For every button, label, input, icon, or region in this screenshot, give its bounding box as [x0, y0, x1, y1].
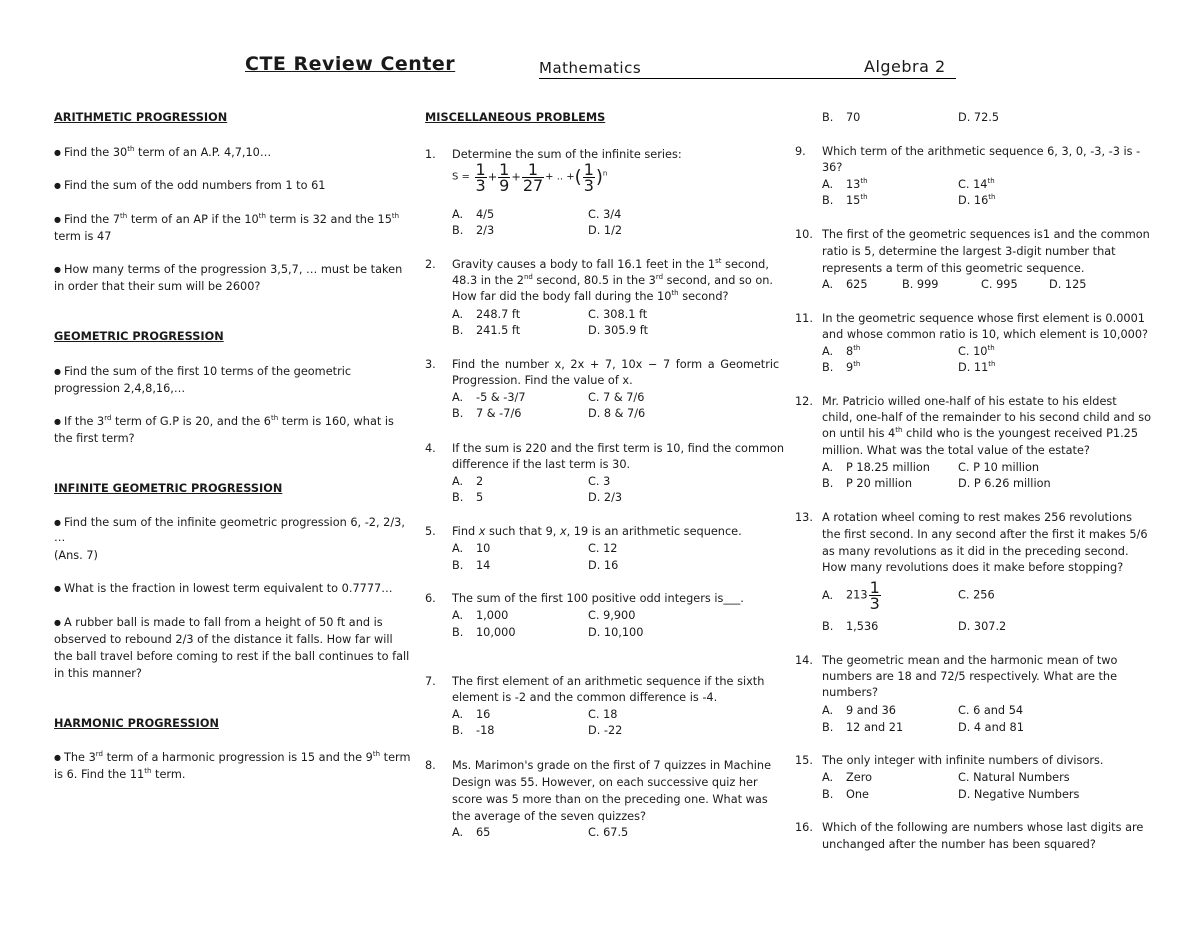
- list-item-cont: progression 2,4,8,16,…: [54, 382, 186, 395]
- options-row: A. 8th C. 10th: [822, 344, 995, 358]
- question-text: 36?: [822, 161, 843, 174]
- question-text: Design was 55. However, on each successive quiz her: [452, 776, 758, 789]
- question-text: represents a term of this geometric sequence.: [822, 262, 1085, 275]
- options-row: A. 2 C. 3: [452, 475, 611, 488]
- question-number: 3.: [425, 358, 436, 371]
- question-text: score was 5 more than on the preceding one. What was: [452, 793, 768, 806]
- question-number: 15.: [795, 754, 813, 767]
- list-item: ● Find the sum of the odd numbers from 1 to 61: [54, 178, 325, 196]
- subject-label: Mathematics: [539, 59, 642, 77]
- question-text: ratio is 5, determine the largest 3-digit number that: [822, 245, 1116, 258]
- question-15: [795, 753, 1155, 808]
- question-text: Determine the sum of the infinite series:: [452, 148, 682, 161]
- options-row: A. -5 & -3/7 C. 7 & 7/6: [452, 391, 645, 404]
- question-text: The first element of an arithmetic sequence if the sixth: [452, 675, 765, 688]
- question-8: [425, 758, 780, 848]
- list-item: ● How many terms of the progression 3,5,7, … must be taken: [54, 262, 402, 280]
- answer-note: (Ans. 7): [54, 549, 98, 562]
- list-item-cont: term is 47: [54, 230, 112, 243]
- section-geometric-title: GEOMETRIC PROGRESSION: [54, 330, 224, 343]
- question-text: element is -2 and the common difference is -4.: [452, 691, 718, 704]
- options-row: B. P 20 million D. P 6.26 million: [822, 477, 1051, 490]
- list-item: ● The 3rd term of a harmonic progression is 15 and the 9th term: [54, 750, 410, 768]
- question-text: The only integer with infinite numbers of divisors.: [822, 754, 1104, 767]
- options-row: A. 4/5 C. 3/4: [452, 208, 622, 221]
- list-item: ● A rubber ball is made to fall from a height of 50 ft and is: [54, 615, 383, 633]
- question-2: [425, 257, 780, 347]
- question-9: [795, 144, 1155, 214]
- question-5: [425, 524, 780, 579]
- question-text: numbers?: [822, 686, 878, 699]
- question-10: [795, 227, 1155, 297]
- list-item-cont: in this manner?: [54, 667, 142, 680]
- question-text: the average of the seven quizzes?: [452, 810, 646, 823]
- question-13: [795, 510, 1155, 640]
- list-item-cont: the ball travel before coming to rest if the ball continues to fall: [54, 650, 410, 663]
- options-row: B. 14 D. 16: [452, 559, 619, 572]
- list-item: ● Find the 7th term of an AP if the 10th term is 32 and the 15th: [54, 212, 399, 230]
- question-text: on until his 4th child who is the youngest received P1.25: [822, 426, 1139, 440]
- question-14: [795, 653, 1155, 738]
- question-16: [795, 820, 1155, 860]
- question-number: 16.: [795, 821, 813, 834]
- options-row: B. 10,000 D. 10,100: [452, 626, 644, 639]
- options-row: A. $213\frac{1}{3}$ C. 256: [822, 578, 995, 613]
- question-text: Gravity causes a body to fall 16.1 feet in the 1st second,: [452, 257, 769, 271]
- options-row: A. P 18.25 million C. P 10 million: [822, 461, 1040, 474]
- question-text: million. What was the total value of the estate?: [822, 444, 1090, 457]
- options-row: B. One D. Negative Numbers: [822, 788, 1080, 801]
- options-row: A. 10 C. 12: [452, 542, 618, 555]
- question-text: How many revolutions does it make before stopping?: [822, 561, 1124, 574]
- question-text: the first second. In any second after the first it makes 5/6: [822, 528, 1148, 541]
- options-row: B. 5 D. 2/3: [452, 491, 623, 504]
- list-item: ● If the 3rd term of G.P is 20, and the 6th term is 160, what is: [54, 414, 394, 432]
- options-row: A. 13th C. 14th: [822, 177, 995, 191]
- options-row: A. 248.7 ft C. 308.1 ft: [452, 308, 648, 321]
- options-row: A. 9 and 36 C. 6 and 54: [822, 704, 1024, 717]
- question-text: Which term of the arithmetic sequence 6, 3, 0, -3, -3 is -: [822, 145, 1141, 158]
- options-row: B. 7 & -7/6 D. 8 & 7/6: [452, 407, 646, 420]
- list-item: ● Find the sum of the first 10 terms of the geometric: [54, 364, 351, 382]
- list-item-cont: is 6. Find the 11th term.: [54, 767, 186, 781]
- options-row: B. 15th D. 16th: [822, 193, 996, 207]
- question-text: child, one-half of the remainder to his second child and so: [822, 411, 1152, 424]
- list-item-cont: in order that their sum will be 2600?: [54, 280, 261, 293]
- question-text: unchanged after the number has been squared?: [822, 838, 1096, 851]
- section-arithmetic-title: ARITHMETIC PROGRESSION: [54, 111, 228, 124]
- question-number: 2.: [425, 258, 436, 271]
- header-underline: [539, 78, 659, 79]
- options-row: B. 241.5 ft D. 305.9 ft: [452, 324, 649, 337]
- question-number: 5.: [425, 525, 436, 538]
- question-text: In the geometric sequence whose first element is 0.0001: [822, 312, 1145, 325]
- question-4: [425, 441, 785, 511]
- question-text: Mr. Patricio willed one-half of his estate to his eldest: [822, 395, 1117, 408]
- question-number: 8.: [425, 759, 436, 772]
- options-row: A. 625 B. 999 C. 995 D. 125: [822, 278, 1087, 291]
- question-text: The geometric mean and the harmonic mean of two: [822, 654, 1118, 667]
- question-text: Find x such that 9, x, 19 is an arithmetic sequence.: [452, 525, 742, 538]
- question-6: [425, 591, 780, 646]
- section-harmonic-title: HARMONIC PROGRESSION: [54, 717, 219, 730]
- question-text: If the sum is 220 and the first term is 10, find the common: [452, 442, 785, 455]
- options-row: B. 12 and 21 D. 4 and 81: [822, 721, 1024, 734]
- list-item: ● What is the fraction in lowest term equivalent to 0.7777…: [54, 581, 393, 599]
- question-number: 14.: [795, 654, 813, 667]
- options-row: A. 1,000 C. 9,900: [452, 609, 636, 622]
- question-text: Find the number x, 2x + 7, 10x − 7 form a Geometric: [452, 358, 780, 371]
- list-item-cont: …: [54, 531, 66, 544]
- question-number: 9.: [795, 145, 806, 158]
- question-number: 10.: [795, 228, 813, 241]
- question-text: numbers are 18 and 72/5 respectively. What are the: [822, 670, 1118, 683]
- options-row: A. 65 C. 67.5: [452, 826, 629, 839]
- question-text: 48.3 in the 2nd second, 80.5 in the 3rd second, and so on.: [452, 273, 774, 287]
- question-11: [795, 311, 1155, 381]
- question-number: 6.: [425, 592, 436, 605]
- question-7: [425, 674, 780, 744]
- question-text: A rotation wheel coming to rest makes 256 revolutions: [822, 511, 1133, 524]
- question-text: How far did the body fall during the 10th second?: [452, 289, 729, 303]
- series-formula: $S = \frac{1}{3}$ $+\frac{1}{9}$ $+\frac{1}{27}$ + .. $+(\frac{1}{3}$ )$^n$: [452, 160, 608, 195]
- question-number: 4.: [425, 442, 436, 455]
- question-text: and whose common ratio is 10, which element is 10,000?: [822, 328, 1148, 341]
- question-text: Ms. Marimon's grade on the first of 7 quizzes in Machine: [452, 759, 772, 772]
- options-row: B. 1,536 D. 307.2: [822, 620, 1007, 633]
- question-number: 11.: [795, 312, 813, 325]
- options-row: B. 2/3 D. 1/2: [452, 224, 623, 237]
- question-number: 1.: [425, 148, 436, 161]
- question-3: [425, 357, 780, 427]
- list-item-cont: the first term?: [54, 432, 135, 445]
- question-text: as many revolutions as it did in the preceding second.: [822, 545, 1129, 558]
- section-infinite-title: INFINITE GEOMETRIC PROGRESSION: [54, 482, 283, 495]
- question-text: The sum of the first 100 positive odd integers is___.: [452, 592, 744, 605]
- question-1: [425, 147, 780, 247]
- list-item-cont: observed to rebound 2/3 of the distance it falls. How far will: [54, 633, 393, 646]
- options-row: B. -18 D. -22: [452, 724, 623, 737]
- options-row: A. Zero C. Natural Numbers: [822, 771, 1070, 784]
- list-item: ● Find the 30th term of an A.P. 4,7,10…: [54, 145, 271, 163]
- section-misc-title: MISCELLANEOUS PROBLEMS: [425, 111, 606, 124]
- list-item: ● Find the sum of the infinite geometric progression 6, -2, 2/3,: [54, 515, 405, 533]
- question-number: 13.: [795, 511, 813, 524]
- topic-label: Algebra 2: [864, 57, 946, 76]
- question-text: difference if the last term is 30.: [452, 458, 631, 471]
- question-text: Progression. Find the value of x.: [452, 374, 633, 387]
- options-row: B. 9th D. 11th: [822, 360, 996, 374]
- question-text: The first of the geometric sequences is1 and the common: [822, 228, 1150, 241]
- question-12: [795, 394, 1155, 494]
- question-text: Which of the following are numbers whose last digits are: [822, 821, 1144, 834]
- question-number: 7.: [425, 675, 436, 688]
- header-underline: [659, 78, 956, 79]
- question-number: 12.: [795, 395, 813, 408]
- options-row: B. 70 D. 72.5: [822, 111, 1000, 124]
- options-row: A. 16 C. 18: [452, 708, 618, 721]
- page-title: CTE Review Center: [245, 53, 456, 75]
